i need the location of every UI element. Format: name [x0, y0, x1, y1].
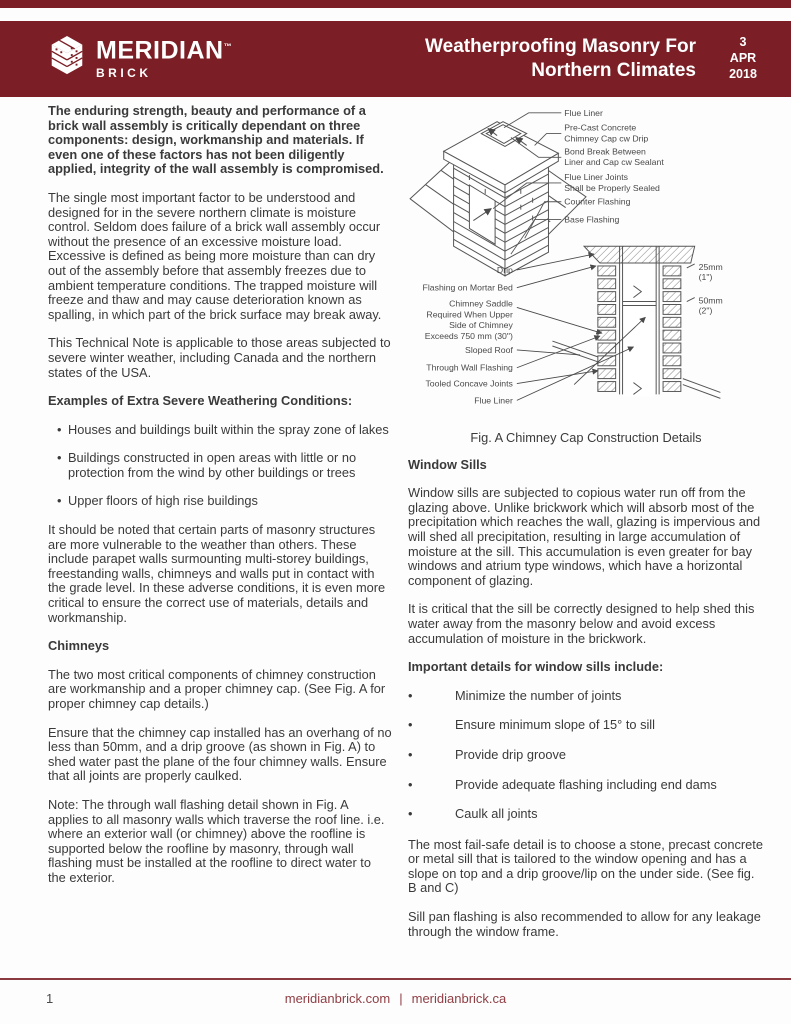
list-item-text: Houses and buildings built within the spray zone of lakes — [68, 421, 389, 437]
figure-label-bond-1: Bond Break Between — [564, 146, 646, 157]
trademark-symbol: ™ — [223, 42, 233, 52]
footer-link-ca[interactable]: meridianbrick.ca — [411, 991, 507, 1006]
figure-label-drip: Drip — [496, 264, 513, 275]
figure-label-precast-1: Pre-Cast Concrete — [564, 122, 637, 133]
figure-dim-50mm: 50mm — [698, 295, 723, 306]
bullet-glyph: • — [57, 450, 62, 466]
figure-label-tooled-joints: Tooled Concave Joints — [425, 378, 513, 389]
list-item-text: Caulk all joints — [455, 806, 538, 822]
figure-label-precast-2: Chimney Cap cw Drip — [564, 133, 649, 144]
figure-caption: Fig. A Chimney Cap Construction Details — [470, 430, 702, 445]
iso-chimney-drawing — [410, 122, 586, 276]
figure-label-saddle-4: Exceeds 750 mm (30") — [424, 331, 513, 342]
title-line-1: Weatherproofing Masonry For — [425, 36, 696, 57]
heading-important-details: Important details for window sills include: — [408, 659, 664, 675]
bullet-glyph: • — [408, 687, 413, 703]
heading-examples: Examples of Extra Severe Weathering Conditions: — [48, 393, 353, 409]
brand-logo — [46, 33, 232, 81]
page-number: 1 — [46, 991, 54, 1006]
chimney-paragraph-1: The two most critical components of chimney construction are workmanship and a proper chimney cap. (See Fig. A for proper chimney cap details.) — [48, 666, 386, 711]
technote-paragraph: This Technical Note is applicable to those areas subjected to severe winter weather, including Canada and the northern states of the USA. — [48, 335, 391, 380]
failsafe-paragraph: The most fail-safe detail is to choose a stone, precast concrete or metal sill that is tailored to the window opening and has a slope on top and a drip groove/lip on the under side. (See fig. B and C) — [408, 836, 763, 896]
list-item — [408, 778, 764, 793]
vulnerable-paragraph: It should be noted that certain parts of masonry structures are more vulnerable to the weather than others. These include parapet walls surmounting multi-storey buildings, freestanding walls, chimneys and walls put in contact with the grade level. In these adverse conditions, it is even more critical to ensure the correct use of materials, details and workmanship. — [48, 522, 386, 625]
figure-label-flashing-mortar: Flashing on Mortar Bed — [422, 282, 513, 293]
list-item — [408, 807, 764, 822]
list-item-text: Ensure minimum slope of 15° to sill — [455, 717, 655, 733]
figure-label-flue-liner-bottom: Flue Liner — [474, 395, 513, 406]
list-item — [48, 423, 392, 438]
footer-links — [0, 991, 791, 1006]
figure-label-joints-2: Shall be Properly Sealed — [564, 182, 660, 193]
figure-dim-1in: (1") — [698, 271, 713, 282]
moisture-paragraph: The single most important factor to be understood and designed for in the severe northern climate is moisture control. Seldom does failure of a brick wall assembly occur without the presence of an excessive moisture load. Excessive is defined as being more moisture than can dry out of the assembly before that assembly freezes due to ambient temperature conditions. The trapped moisture will freeze and thaw and may cause deterioration known as spalling, in which part of the brick surface may break away. — [48, 189, 382, 322]
examples-bullet-list — [48, 423, 392, 509]
list-item-text: Provide drip groove — [455, 746, 566, 762]
header-band — [0, 21, 791, 97]
footer-separator: | — [399, 991, 403, 1006]
heading-chimneys: Chimneys — [48, 638, 110, 654]
title-line-2: Northern Climates — [531, 60, 696, 81]
bullet-glyph: • — [408, 776, 413, 792]
list-item-text: Provide adequate flashing including end dams — [455, 776, 717, 792]
intro-paragraph: The enduring strength, beauty and performance of a brick wall assembly is critically dependant on three components: design, workmanship and materials. If even one of these factors has not been diligently applied, integrity of the wall assembly is compromised. — [48, 103, 384, 177]
bullet-glyph: • — [57, 493, 62, 509]
heading-window-sills: Window Sills — [408, 456, 487, 472]
figure-label-flue-liner-top: Flue Liner — [564, 107, 603, 118]
date-day: 3 — [739, 35, 747, 49]
date-month: APR — [729, 51, 757, 65]
brand-name: MERIDIAN™ — [96, 36, 233, 65]
figure-label-base-flashing: Base Flashing — [564, 214, 620, 225]
footer-link-com[interactable]: meridianbrick.com — [284, 991, 391, 1006]
brand-text — [96, 34, 232, 79]
chimney-paragraph-2: Ensure that the chimney cap installed has an overhang of no less than 50mm, and a drip groove (as shown in Fig. A) to shed water past the plane of the four chimney walls. Ensure that all joints are properly caulked. — [48, 724, 392, 784]
list-item — [408, 748, 764, 763]
sills-paragraph-2: It is critical that the sill be correctly designed to help shed this water away from the masonry below and avoid excess accumulation of moisture in the brickwork. — [408, 601, 755, 646]
list-item-text: Upper floors of high rise buildings — [68, 493, 258, 509]
top-accent-strip — [0, 0, 791, 8]
note-paragraph: Note: The through wall flashing detail shown in Fig. A applies to all masonry walls which traverse the roof line. i.e. where an exterior wall (or chimney) above the roofline is supported below the roofline by masonry, through wall flashing must be installed at the roofline to direct water to the exterior. — [48, 796, 385, 885]
list-item — [408, 689, 764, 704]
brand-sub-name: BRICK — [96, 65, 152, 80]
list-item-text: Minimize the number of joints — [455, 687, 622, 703]
figure-label-bond-2: Liner and Cap cw Sealant — [564, 157, 664, 168]
bullet-glyph: • — [408, 746, 413, 762]
list-item — [48, 451, 392, 480]
sills-paragraph-1: Window sills are subjected to copious water run off from the glazing above. Unlike brickwork which will absorb most of the precipitation which reaches the wall, glazing is impervious and will shed all precipitation, resulting in large accumulation of moisture at the sill. This accumulation is even greater for bay windows and atrium type windows, which have a horizontal component of glazing. — [408, 485, 761, 588]
document-title — [425, 35, 696, 83]
chimney-construction-diagram — [408, 98, 764, 429]
list-item — [408, 718, 764, 733]
bullet-glyph: • — [408, 806, 413, 822]
figure-label-saddle-2: Required When Upper — [426, 309, 513, 320]
document-date — [719, 34, 767, 82]
date-year: 2018 — [729, 67, 757, 81]
sillpan-paragraph: Sill pan flashing is also recommended to allow for any leakage through the window frame. — [408, 909, 761, 939]
figure-a — [408, 98, 764, 446]
sill-bullet-list — [408, 689, 764, 822]
bullet-glyph: • — [408, 717, 413, 733]
brick-building-icon — [46, 33, 88, 81]
figure-label-counter-flashing: Counter Flashing — [564, 196, 631, 207]
right-column — [408, 98, 764, 953]
figure-label-saddle-1: Chimney Saddle — [449, 298, 513, 309]
figure-label-sloped-roof: Sloped Roof — [465, 344, 513, 355]
section-drawing — [552, 246, 720, 398]
list-item-text: Buildings constructed in open areas with little or no protection from the wind by other buildings or trees — [68, 450, 357, 480]
list-item — [48, 494, 392, 509]
left-column — [48, 104, 392, 900]
bullet-glyph: • — [57, 421, 62, 437]
figure-label-saddle-3: Side of Chimney — [449, 320, 513, 331]
figure-dim-25mm: 25mm — [698, 261, 723, 272]
footer-divider — [0, 978, 791, 980]
figure-label-through-wall: Through Wall Flashing — [426, 362, 513, 373]
figure-label-joints-1: Flue Liner Joints — [564, 172, 629, 183]
figure-dim-2in: (2") — [698, 305, 713, 316]
